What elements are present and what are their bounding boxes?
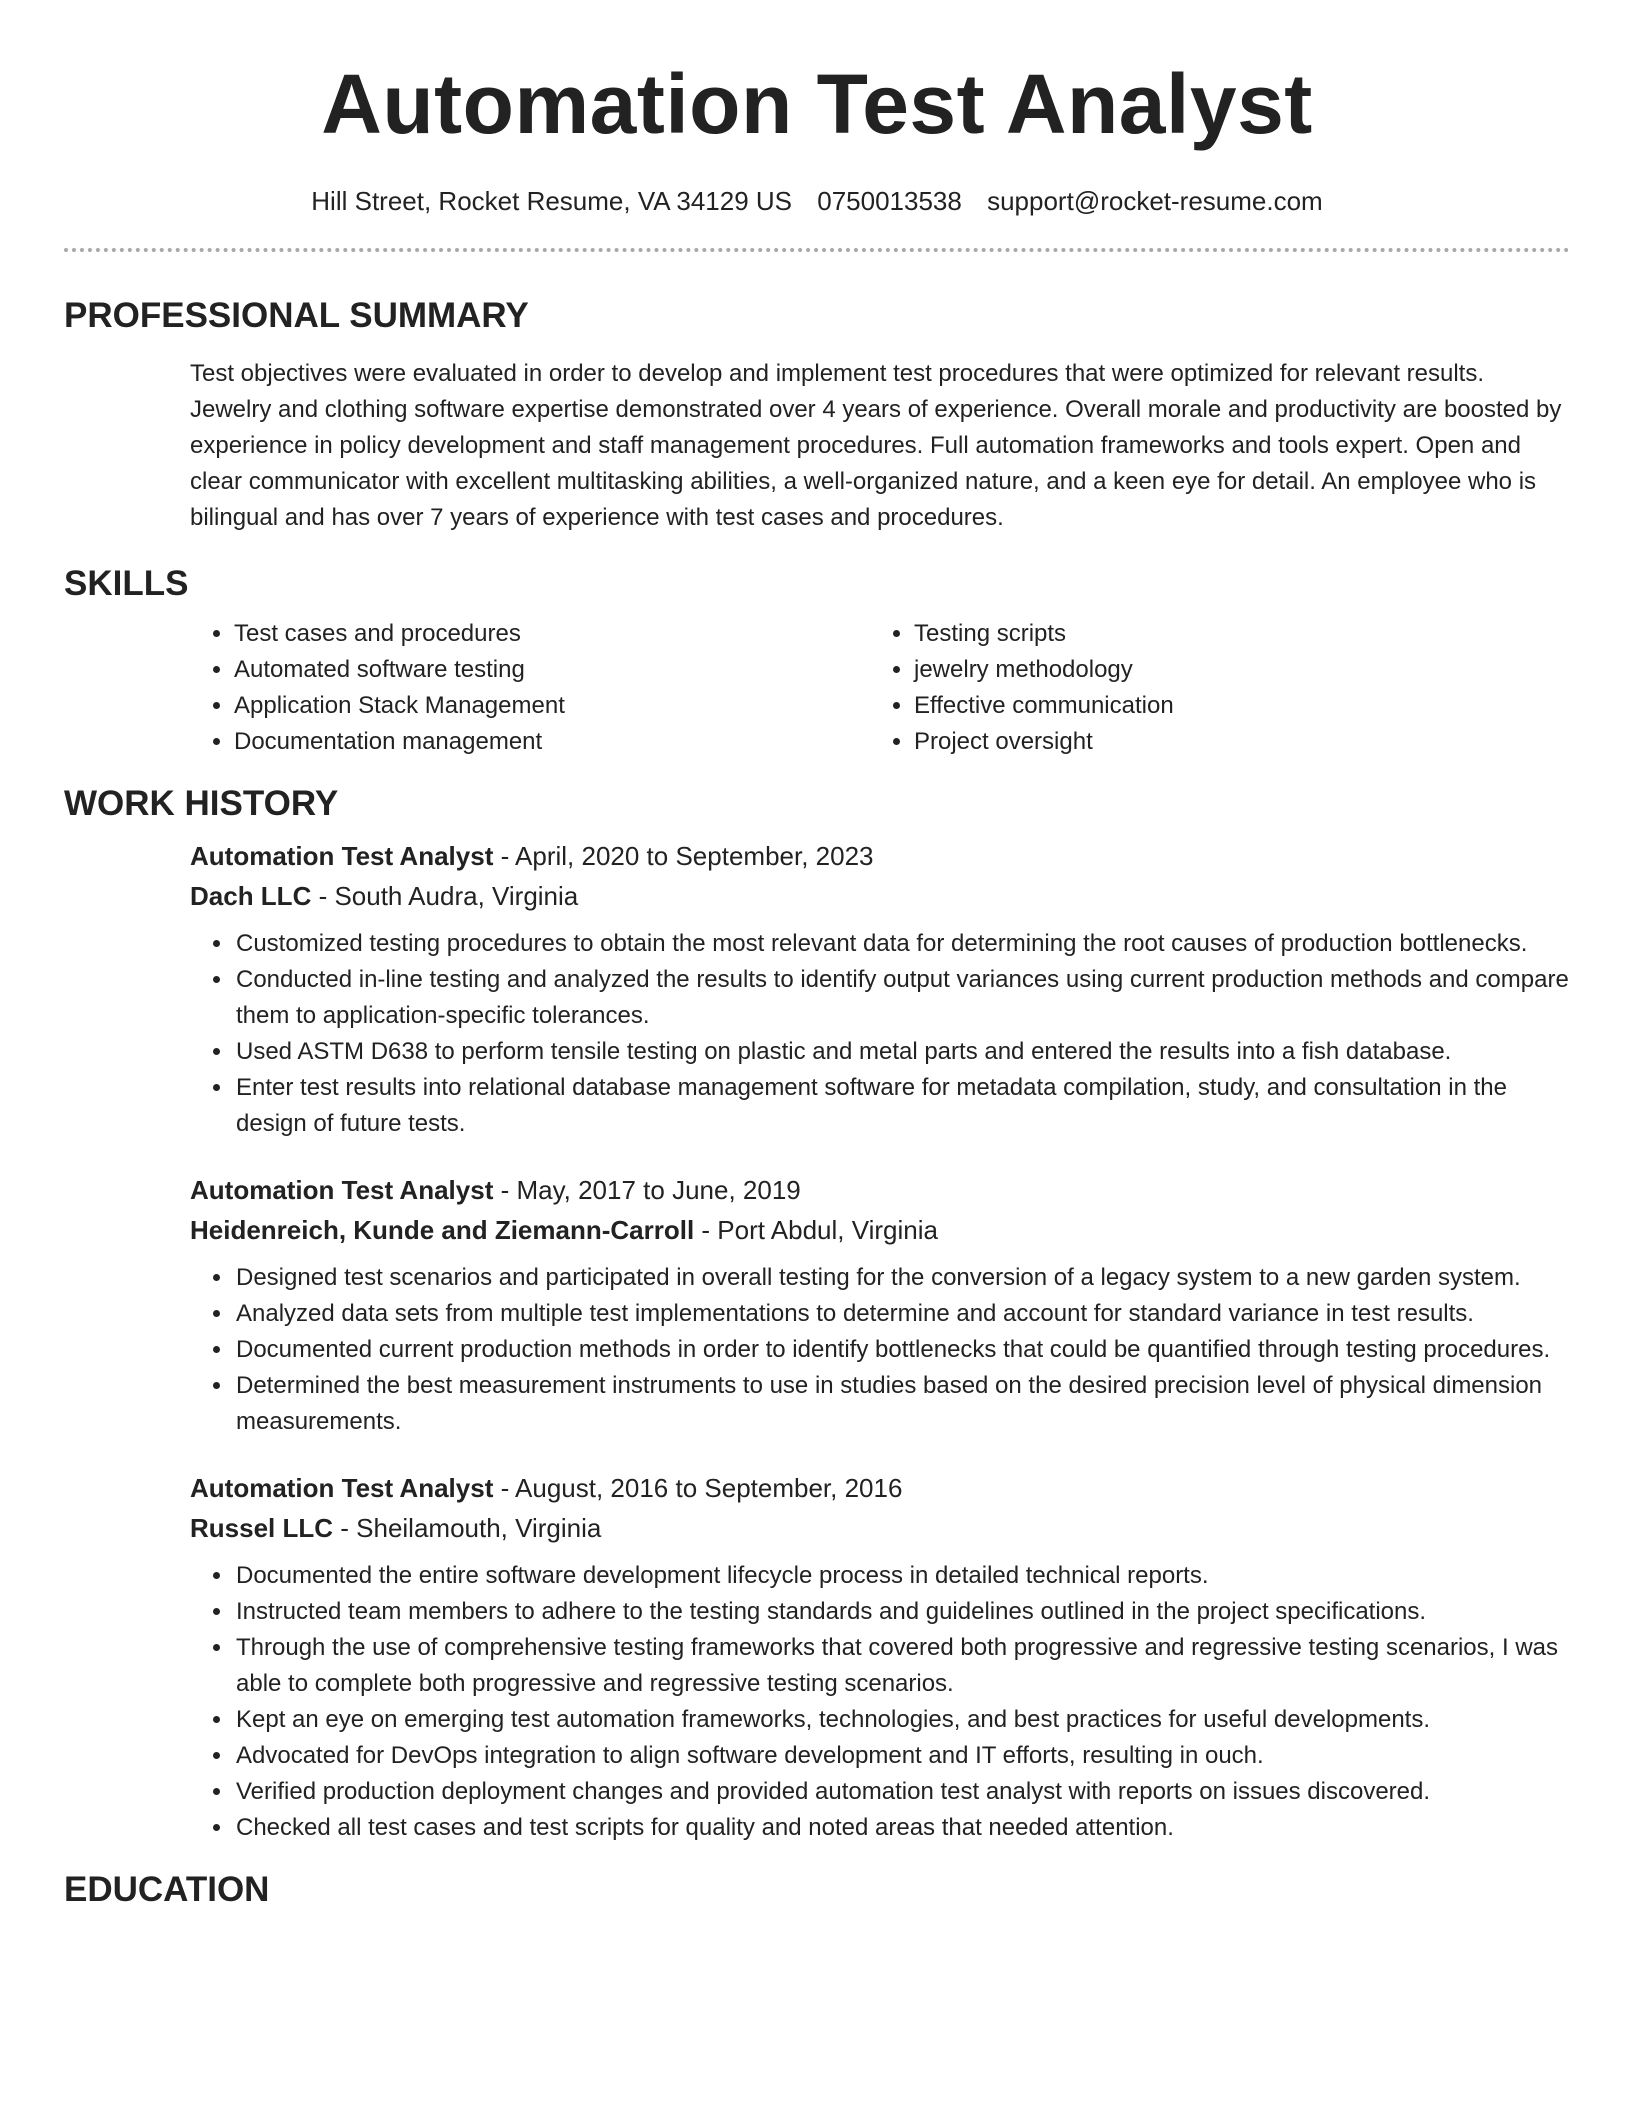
skill-item: • Test cases and procedures — [234, 616, 870, 652]
job-bullet: • Determined the best measurement instruments to use in studies based on the desired precision level of physical dimension measurements. — [234, 1368, 1570, 1440]
job-bullet: • Enter test results into relational database management software for metadata compilation, study, and consultation in the design of future tests. — [234, 1070, 1570, 1142]
contact-email: support@rocket-resume.com — [987, 186, 1323, 216]
skill-item: • Application Stack Management — [234, 688, 870, 724]
contact-line — [64, 184, 1570, 218]
job-bullet: • Used ASTM D638 to perform tensile testing on plastic and metal parts and entered the results into a fish database. — [234, 1034, 1570, 1070]
job-bullet: • Documented current production methods in order to identify bottlenecks that could be quantified through testing procedures. — [234, 1332, 1570, 1368]
resume-page — [64, 0, 1570, 1912]
job-role: Automation Test Analyst — [190, 841, 494, 871]
work-history-heading: WORK HISTORY — [64, 784, 339, 823]
job-bullet: • Analyzed data sets from multiple test implementations to determine and account for standard variance in test results. — [234, 1296, 1570, 1332]
job-bullet: • Through the use of comprehensive testing frameworks that covered both progressive and regressive testing scenarios, I was able to complete both progressive and regressive testing scenarios. — [234, 1630, 1570, 1702]
summary-heading: PROFESSIONAL SUMMARY — [64, 296, 529, 335]
job-dates: - August, 2016 to September, 2016 — [493, 1473, 903, 1503]
job-dates: - May, 2017 to June, 2019 — [493, 1175, 801, 1205]
job-company: Heidenreich, Kunde and Ziemann-Carroll — [190, 1215, 695, 1245]
skills-list-left — [190, 616, 870, 760]
skills-section — [64, 562, 1570, 760]
job-role-line — [190, 1170, 1570, 1210]
skill-item: • Documentation management — [234, 724, 870, 760]
job-company-line — [190, 876, 1570, 916]
job-bullet: • Documented the entire software development lifecycle process in detailed technical reports. — [234, 1558, 1570, 1594]
header-divider — [64, 248, 1570, 252]
job-company-line — [190, 1210, 1570, 1250]
skill-item: • Effective communication — [914, 688, 1550, 724]
job-bullet: • Designed test scenarios and participated in overall testing for the conversion of a legacy system to a new garden system. — [234, 1260, 1570, 1296]
job-role-line — [190, 836, 1570, 876]
job-bullet: • Customized testing procedures to obtain the most relevant data for determining the root causes of production bottlenecks. — [234, 926, 1570, 962]
skill-item: • Project oversight — [914, 724, 1550, 760]
contact-address: Hill Street, Rocket Resume, VA 34129 US — [311, 186, 793, 216]
job-bullet: • Conducted in-line testing and analyzed the results to identify output variances using current production methods and compare them to application-specific tolerances. — [234, 962, 1570, 1034]
job-bullet: • Checked all test cases and test scripts for quality and noted areas that needed attention. — [234, 1810, 1570, 1846]
resume-header — [64, 0, 1570, 252]
job-entry — [190, 836, 1570, 1142]
job-role-line — [190, 1468, 1570, 1508]
job-location: - South Audra, Virginia — [311, 881, 579, 911]
job-bullet: • Kept an eye on emerging test automation frameworks, technologies, and best practices for useful developments. — [234, 1702, 1570, 1738]
contact-phone: 0750013538 — [817, 186, 962, 216]
job-bullets — [190, 1260, 1570, 1440]
job-location: - Sheilamouth, Virginia — [333, 1513, 602, 1543]
skill-item: • Testing scripts — [914, 616, 1550, 652]
job-bullet: • Verified production deployment changes and provided automation test analyst with reports on issues discovered. — [234, 1774, 1570, 1810]
job-entry — [190, 1468, 1570, 1846]
skills-list-right — [870, 616, 1550, 760]
job-bullets — [190, 1558, 1570, 1846]
summary-text: Test objectives were evaluated in order to develop and implement test procedures that were optimized for relevant results. Jewelry and clothing software expertise demonstrated over 4 years of experience. Overall morale and productivity are boosted by experience in policy development and staff management procedures. Full automation frameworks and tools expert. Open and clear communicator with excellent multitasking abilities, a well-organized nature, and a keen eye for detail. An employee who is bilingual and has over 7 years of experience with test cases and procedures. — [190, 360, 1562, 531]
job-dates: - April, 2020 to September, 2023 — [493, 841, 874, 871]
skill-item: • Automated software testing — [234, 652, 870, 688]
job-company: Russel LLC — [190, 1513, 334, 1543]
job-location: - Port Abdul, Virginia — [694, 1215, 938, 1245]
skills-heading: SKILLS — [64, 564, 189, 603]
job-role: Automation Test Analyst — [190, 1473, 494, 1503]
job-bullet: • Instructed team members to adhere to the testing standards and guidelines outlined in the project specifications. — [234, 1594, 1570, 1630]
job-entry — [190, 1170, 1570, 1440]
candidate-name: Automation Test Analyst — [321, 57, 1313, 151]
skill-item: • jewelry methodology — [914, 652, 1550, 688]
job-role: Automation Test Analyst — [190, 1175, 494, 1205]
summary-section — [64, 294, 1570, 536]
job-company: Dach LLC — [190, 881, 312, 911]
education-heading: EDUCATION — [64, 1870, 270, 1909]
job-company-line — [190, 1508, 1570, 1548]
education-section — [64, 1868, 1570, 1912]
job-bullets — [190, 926, 1570, 1142]
job-bullet: • Advocated for DevOps integration to align software development and IT efforts, resulting in ouch. — [234, 1738, 1570, 1774]
skills-grid — [190, 616, 1570, 760]
work-history-section — [64, 782, 1570, 1846]
